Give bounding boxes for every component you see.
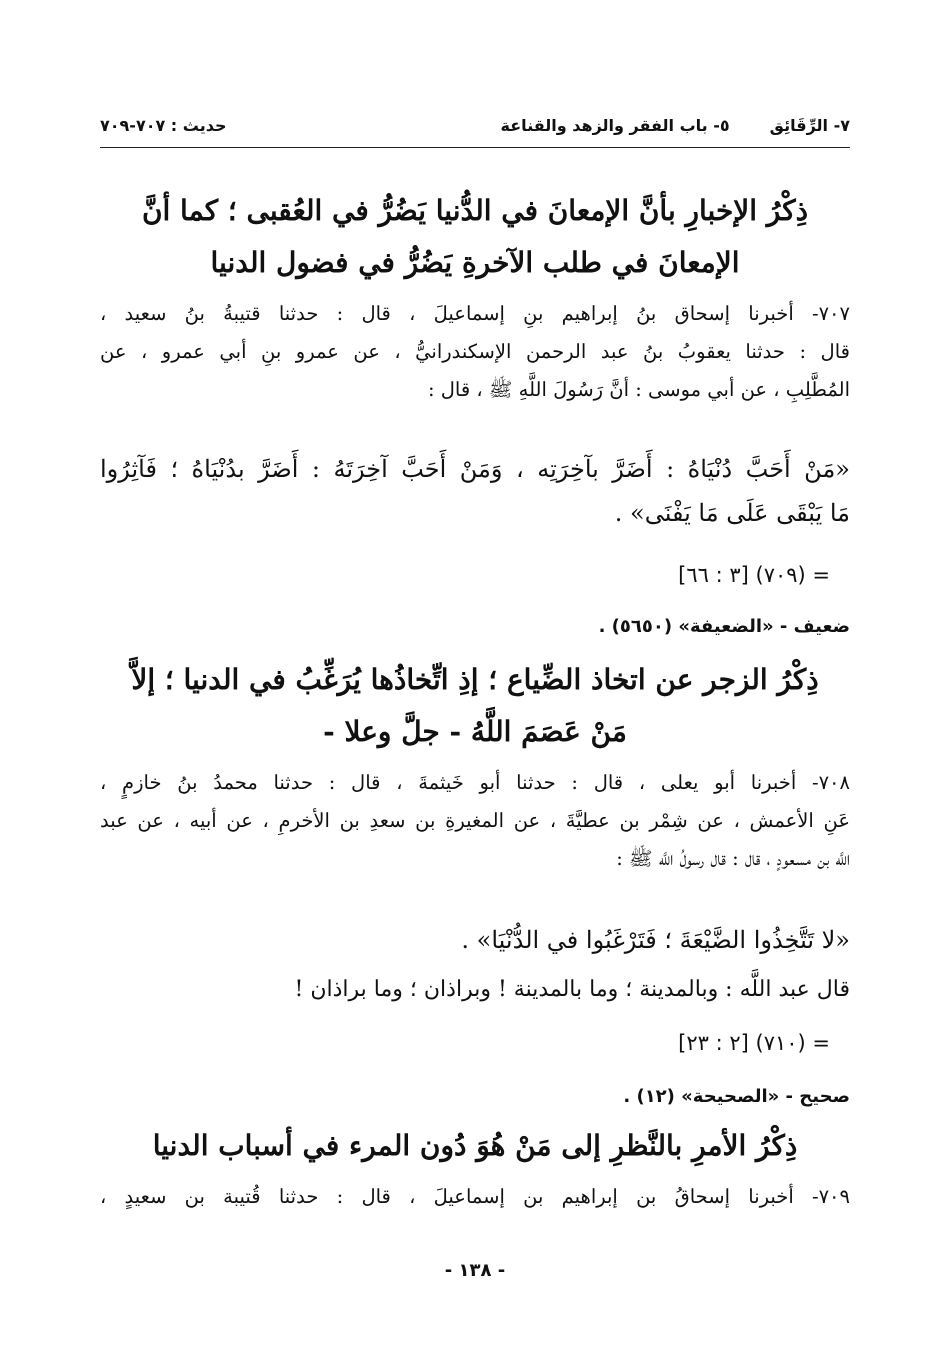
isnad-line: عَنِ الأعمش ، عن شِمْر بن عطيَّةَ ، عن المغيرةِ بن سعدِ بن الأخرمِ ، عن أبيه ، عن عبد <box>100 809 850 832</box>
section-1-grade: ضعيف - «الضعيفة» (٥٦٥٠) . <box>598 616 850 637</box>
heading-line: ذِكْرُ الإخبارِ بأنَّ الإمعانَ في الدُّنيا يَضُرُّ في العُقبى ؛ كما أنَّ <box>141 194 809 227</box>
isnad-line: ٧٠٨- أخبرنا أبو يعلى ، قال : حدثنا أبو خَيثمةَ ، قال : حدثنا محمدُ بنُ خازمٍ ، <box>100 771 850 794</box>
section-2-grade: صحيح - «الصحيحة» (١٢) . <box>623 1086 850 1107</box>
heading-line: ذِكْرُ الأمرِ بالنَّظرِ إلى مَنْ هُوَ دُون المرء في أسباب الدنيا <box>152 1129 798 1162</box>
section-1-isnad <box>100 295 850 409</box>
section-2-heading <box>100 654 850 758</box>
section-3-isnad <box>100 1178 850 1216</box>
section-2-reference: = (٧١٠) [٢ : ٢٣] <box>678 1031 830 1055</box>
section-2-isnad <box>100 764 850 878</box>
section-1-heading <box>100 185 850 289</box>
isnad-line: ٧٠٩- أخبرنا إسحاقُ بن إبراهيم بن إسماعيلَ ، قال : حدثنا قُتيبة بن سعيدٍ ، <box>100 1185 850 1208</box>
book-page <box>100 0 850 1371</box>
header-divider <box>100 147 850 148</box>
chapter-title: ٧- الرِّقَائِق <box>769 115 850 135</box>
matn-line: «مَنْ أَحَبَّ دُنْيَاهُ : أَضَرَّ بآخِرَتِه ، وَمَنْ أَحَبَّ آخِرَتَهُ : أَضَرَّ بدُنْيَاهُ ؛ فَآثِرُوا <box>100 455 850 483</box>
matn-line: «لا تَتَّخِذُوا الضَّيْعَةَ ؛ فَتَرْغَبُوا في الدُّنْيَا» . <box>461 926 850 954</box>
isnad-line: المُطَّلِبِ ، عن أبي موسى : أنَّ رَسُولَ اللَّهِ ﷺ ، قال : <box>427 378 850 401</box>
heading-line: مَنْ عَصَمَ اللَّهُ - جلَّ وعلا - <box>323 715 627 748</box>
section-title: ٥- باب الفقر والزهد والقناعة <box>500 115 730 135</box>
running-header-right <box>501 116 850 135</box>
section-1-matn <box>100 447 850 535</box>
section-3-heading <box>100 1120 850 1172</box>
hadith-range: حديث : ٧٠٧-٧٠٩ <box>100 115 227 135</box>
isnad-line: قال : حدثنا يعقوبُ بنُ عبد الرحمن الإسكندرانيُّ ، عن عمرو بنِ أبي عمرو ، عن <box>100 340 850 363</box>
heading-line: الإمعانَ في طلب الآخرةِ يَضُرُّ في فضول الدنيا <box>210 246 740 279</box>
isnad-line: اللَّه بن مسعودٍ ، قال : قال رسولُ اللَّه ﷺ : <box>616 847 850 870</box>
isnad-line: ٧٠٧- أخبرنا إسحاق بنُ إبراهيم بنِ إسماعيلَ ، قال : حدثنا قتيبةُ بنُ سعيد ، <box>100 302 850 325</box>
section-2-note: قال عبد اللَّه : وبالمدينة ؛ وما بالمدينة ! وبراذان ؛ وما براذان ! <box>294 977 850 1002</box>
section-1-reference: = (٧٠٩) [٣ : ٦٦] <box>678 563 830 587</box>
page-number: - ١٣٨ - <box>444 1260 506 1281</box>
section-2-matn <box>100 918 850 962</box>
matn-line: مَا يَبْقَى عَلَى مَا يَفْنَى» . <box>614 499 850 527</box>
heading-line: ذِكْرُ الزجر عن اتخاذ الضِّياع ؛ إذِ اتِّخاذُها يُرَغِّبُ في الدنيا ؛ إلاَّ <box>131 663 819 696</box>
running-header <box>100 110 850 140</box>
